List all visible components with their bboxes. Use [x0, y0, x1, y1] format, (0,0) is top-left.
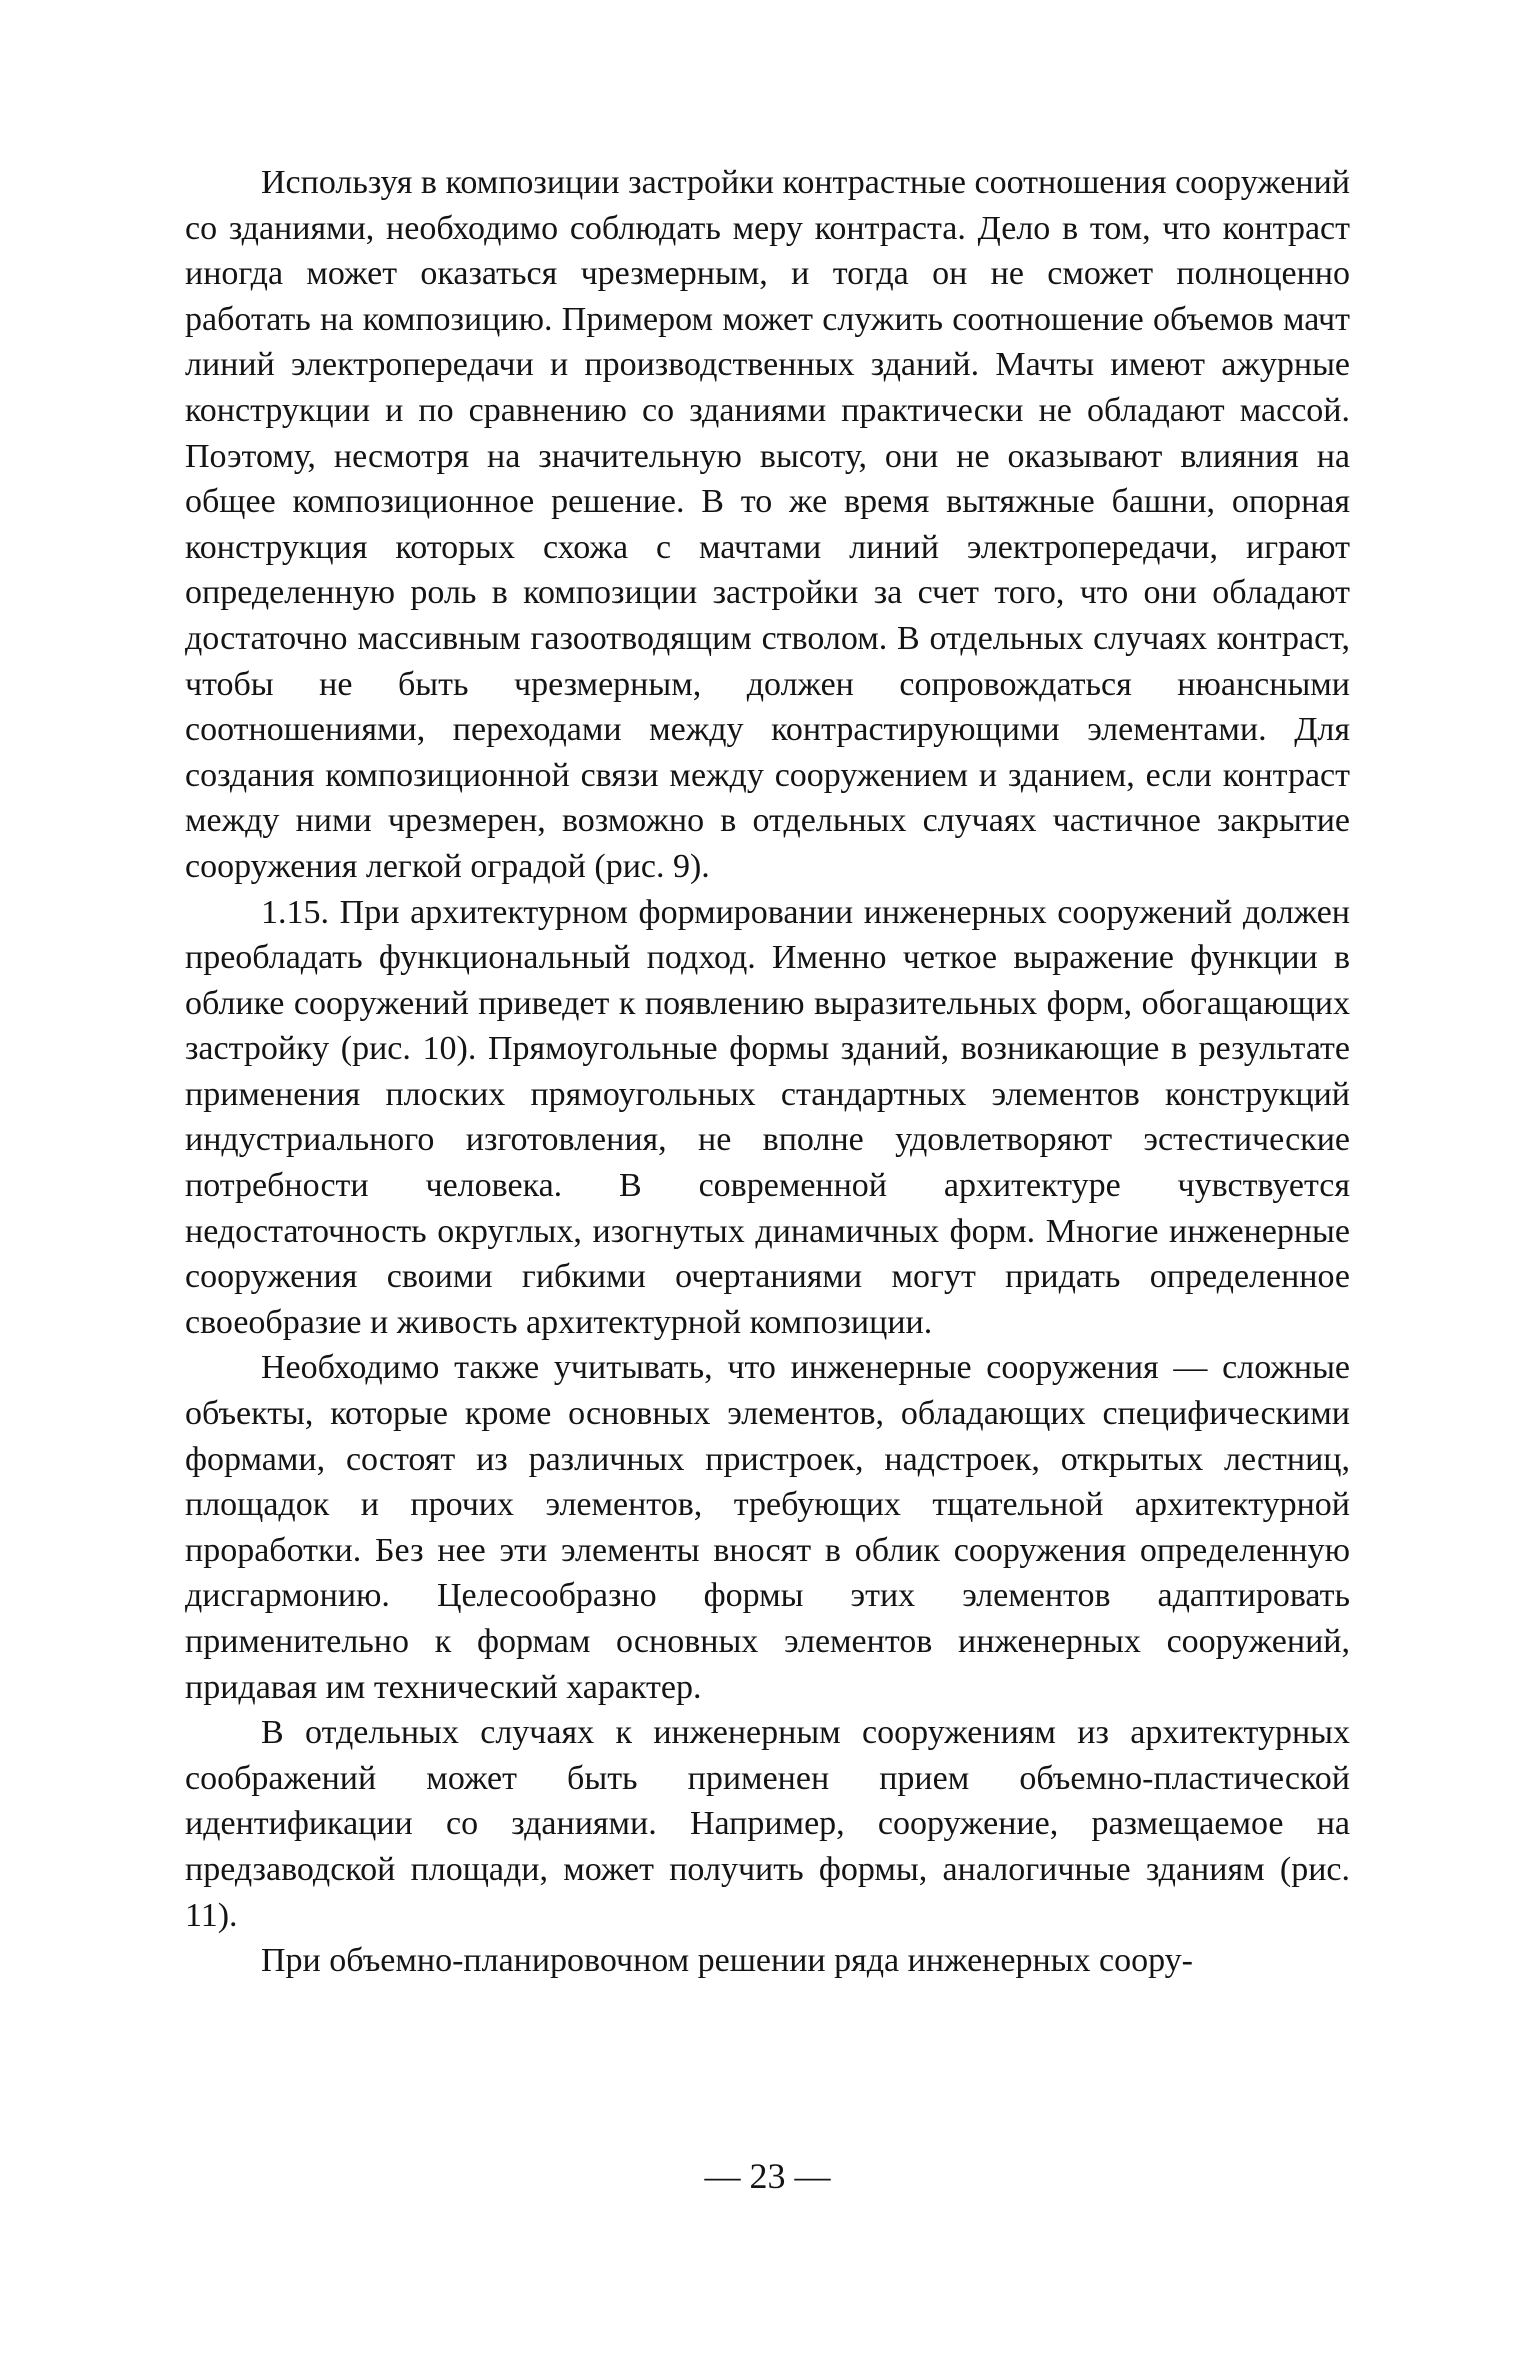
paragraph-planning: При объемно-планировочном решении ряда инженерных соору- — [261, 1942, 1193, 1980]
paragraph-contrast: Используя в композиции застройки контрастные соотношения сооружений со зданиями, необходимо соблюдать меру контраста. Дело в том, что контраст иногда может оказаться чрезмерным, и тогда он не сможет полноценно работать на композицию. Примером может служить соотношение объемов мачт линий электропередачи и производственных зданий. Мачты имеют ажурные конструкции и по сравнению со зданиями практически не обладают массой. Поэтому, несмотря на значительную высоту, они не оказывают влияния на общее композиционное решение. В то же время вытяжные башни, опорная конструкция которых схожа с мачтами линий электропередачи, играют определенную роль в композиции застройки за счет того, что они обладают достаточно массивным газоотводящим стволом. В отдельных случаях контраст, чтобы не быть чрезмерным, должен сопровождаться нюансными соотношениями, переходами между контрастирующими элементами. Для создания композиционной связи между сооружением и зданием, если контраст между ними чрезмерен, возможно в отдельных случаях частичное закрытие сооружения легкой оградой (рис. 9). — [185, 164, 1350, 885]
paragraph-identification: В отдельных случаях к инженерным сооружениям из архитектурных соображений может быть применен прием объемно-пластической идентификации со зданиями. Например, сооружение, размещаемое на предзаводской площади, может получить формы, аналогичные зданиям (рис. 11). — [185, 1714, 1350, 1934]
body-text — [185, 160, 1350, 1984]
page-number: — 23 — — [704, 2156, 831, 2196]
paragraph-section-1-15: 1.15. При архитектурном формировании инженерных сооружений должен преобладать функциональный подход. Именно четкое выражение функции в облике сооружений приведет к появлению выразительных форм, обогащающих застройку (рис. 10). Прямоугольные формы зданий, возникающие в результате применения плоских прямоугольных стандартных элементов конструкций индустриального изготовления, не вполне удовлетворяют эстестические потребности человека. В современной архитектуре чувствуется недостаточность округлых, изогнутых динамичных форм. Многие инженерные сооружения своими гибкими очертаниями могут придать определенное своеобразие и живость архитектурной композиции. — [185, 893, 1350, 1341]
paragraph-complex-objects: Необходимо также учитывать, что инженерные сооружения — сложные объекты, которые кроме основных элементов, обладающих специфическими формами, состоят из различных пристроек, надстроек, открытых лестниц, площадок и прочих элементов, требующих тщательной архитектурной проработки. Без нее эти элементы вносят в облик сооружения определенную дисгармонию. Целесообразно формы этих элементов адаптировать применительно к формам основных элементов инженерных сооружений, придавая им технический характер. — [185, 1349, 1350, 1706]
